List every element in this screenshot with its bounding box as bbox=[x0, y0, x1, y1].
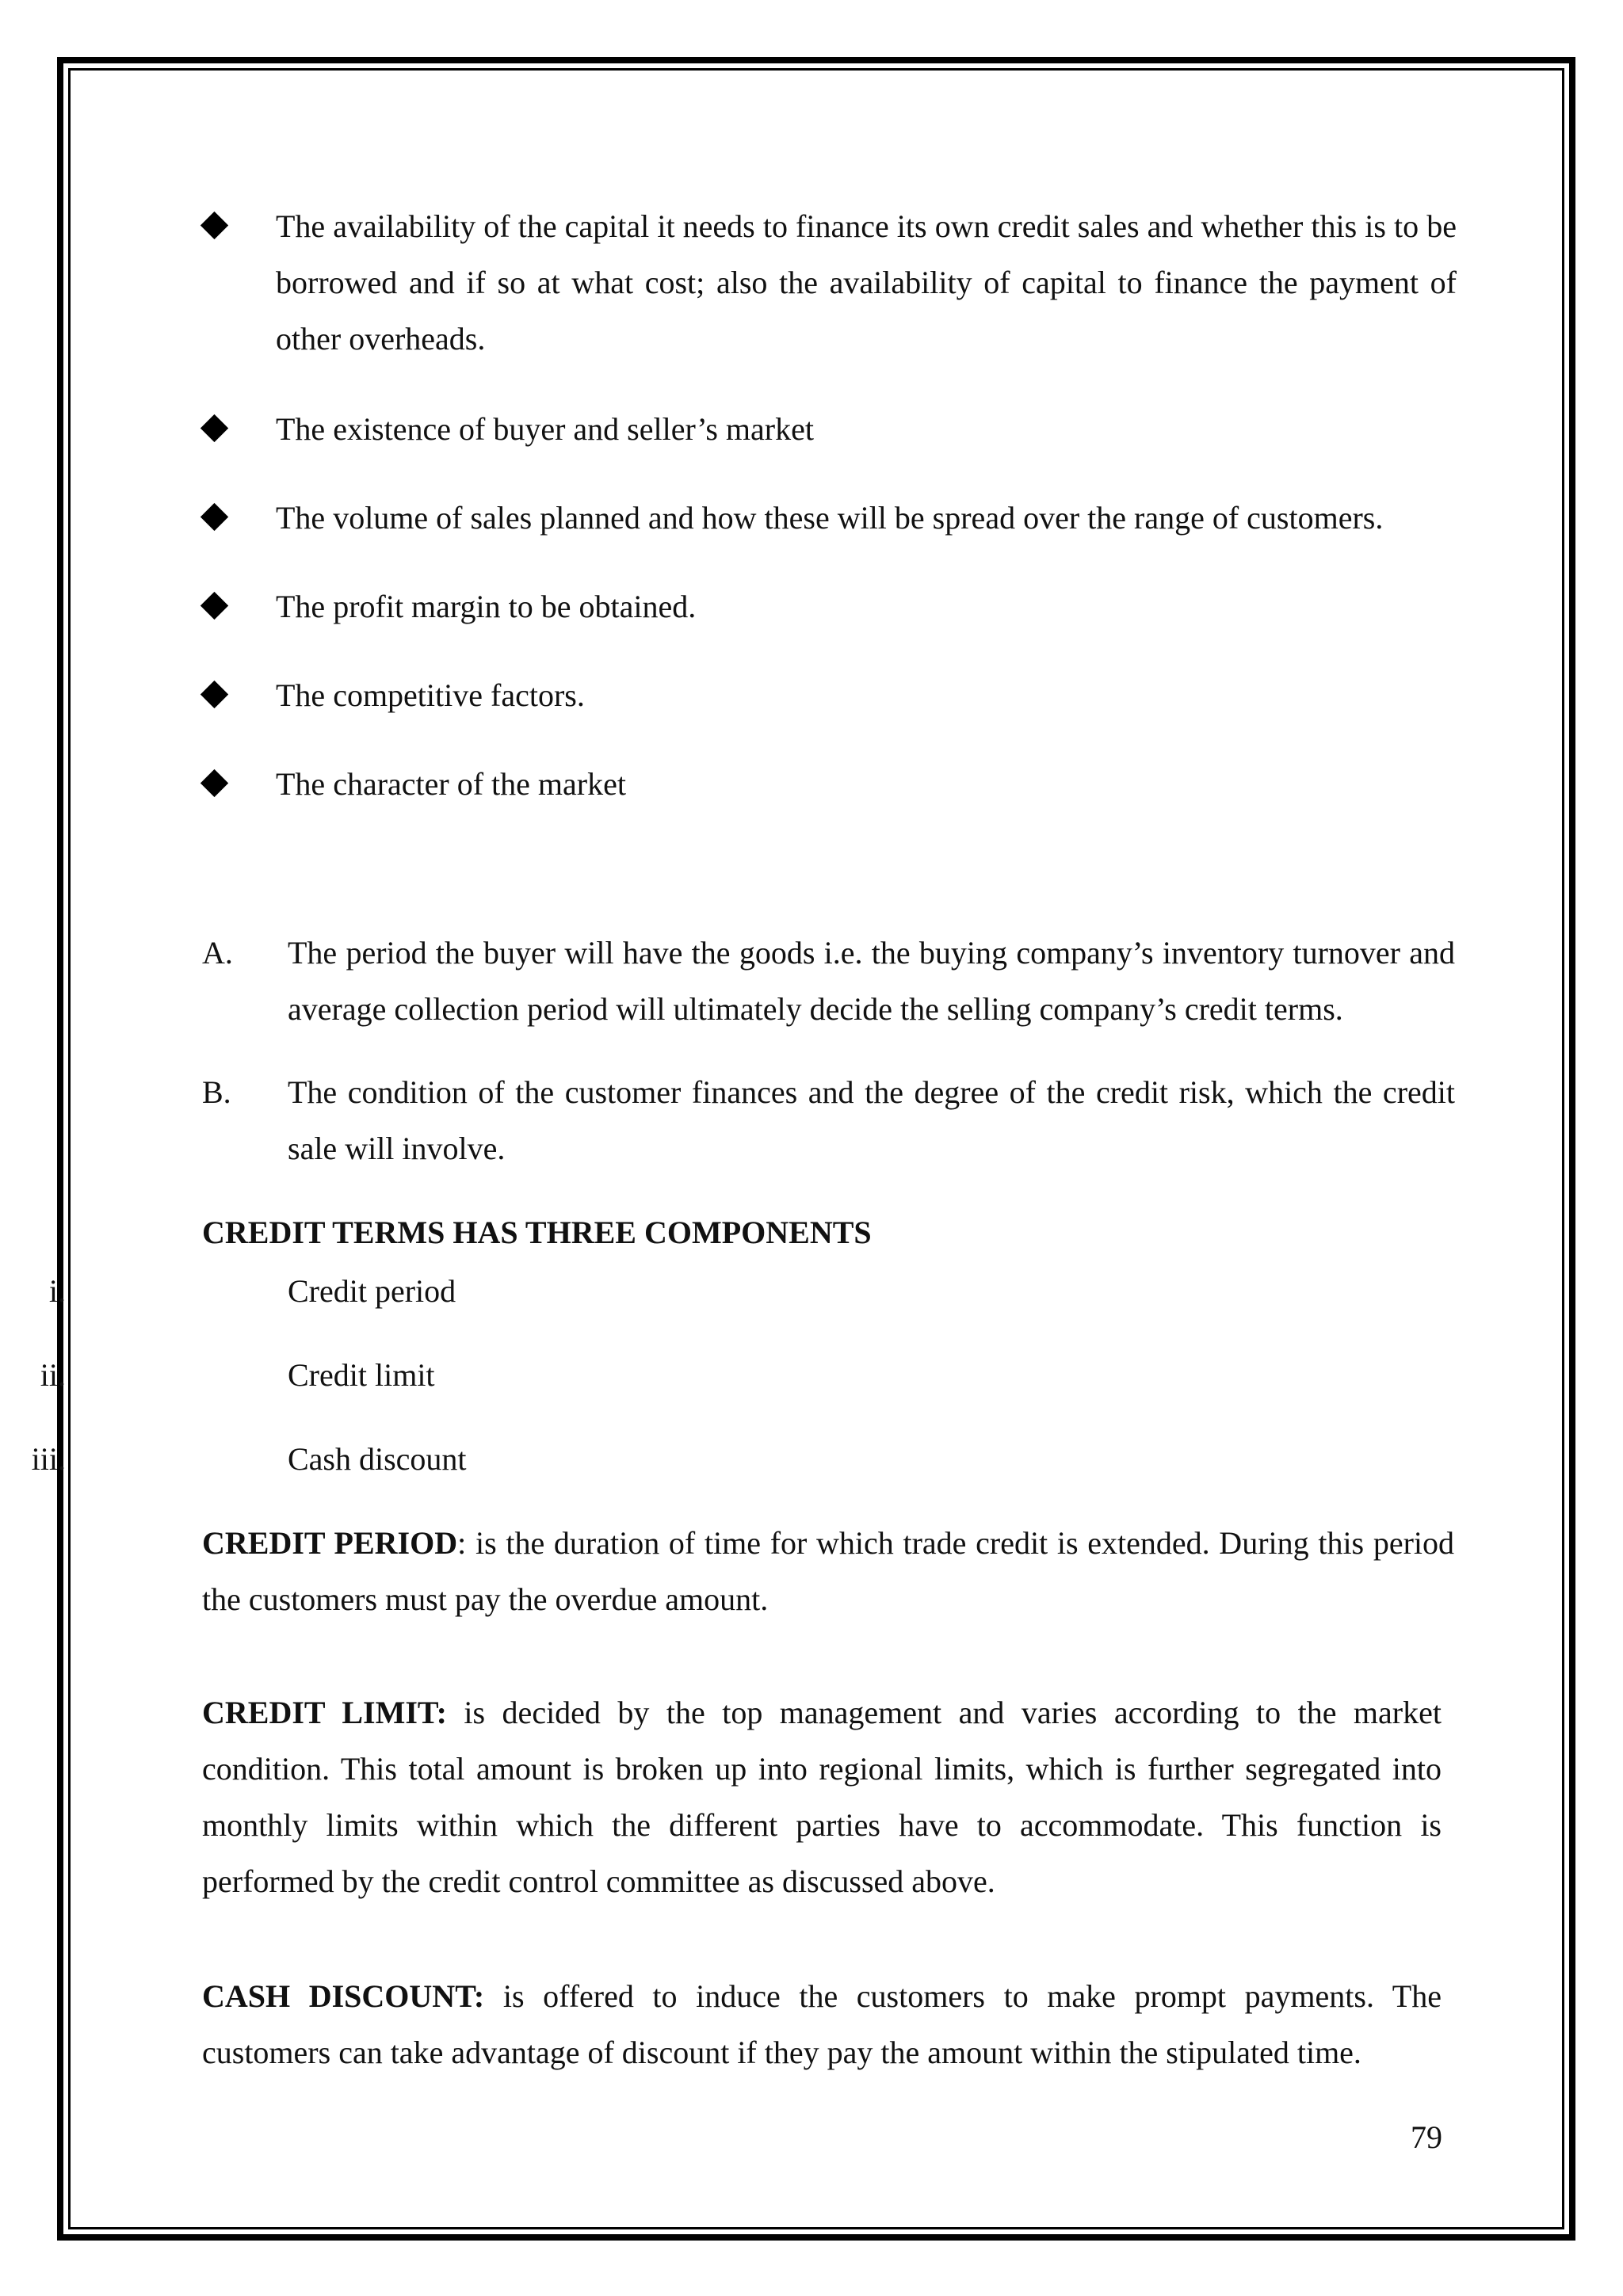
bullet-text: The availability of the capital it needs to finance its own credit sales and whether this is to be borrowed and if so at what cost; also the availability of capital to finance the payment of other overheads. bbox=[276, 208, 1457, 357]
item-text: Credit limit bbox=[288, 1357, 435, 1393]
bullet-item bbox=[204, 578, 1457, 635]
item-text: Credit period bbox=[288, 1273, 456, 1309]
diamond-bullet-icon bbox=[200, 592, 228, 620]
diamond-bullet-icon bbox=[200, 212, 228, 239]
term-definition: : is the duration of time for which trade credit is extended. During this period the customers must pay the overdue amount. bbox=[202, 1525, 1455, 1617]
section-heading: CREDIT TERMS HAS THREE COMPONENTS bbox=[202, 1215, 872, 1250]
item-text: The period the buyer will have the goods i.e. the buying company’s inventory turnover and average collection period will ultimately decide the selling company’s credit terms. bbox=[288, 935, 1455, 1027]
credit-period-paragraph bbox=[202, 1515, 1454, 1627]
diamond-bullet-icon bbox=[200, 414, 228, 442]
bullet-text: The competitive factors. bbox=[276, 677, 585, 713]
bullet-item bbox=[204, 667, 1457, 723]
item-number: iii. bbox=[31, 1441, 66, 1477]
page-number: 79 bbox=[1411, 2119, 1442, 2155]
item-letter: A. bbox=[202, 935, 233, 971]
credit-limit-paragraph bbox=[202, 1684, 1442, 1909]
cash-discount-paragraph bbox=[202, 1968, 1442, 2081]
item-number: i. bbox=[48, 1273, 66, 1309]
lettered-item bbox=[202, 925, 1454, 1037]
item-number: ii. bbox=[40, 1357, 66, 1393]
term-label: CREDIT LIMIT: bbox=[202, 1695, 447, 1730]
bullet-text: The volume of sales planned and how these will be spread over the range of customers. bbox=[276, 500, 1384, 536]
term-label: CASH DISCOUNT: bbox=[202, 1978, 485, 2014]
bullet-text: The profit margin to be obtained. bbox=[276, 589, 697, 624]
diamond-bullet-icon bbox=[200, 503, 228, 531]
bullet-item bbox=[204, 198, 1457, 367]
item-letter: B. bbox=[202, 1074, 231, 1110]
lettered-item bbox=[202, 1064, 1454, 1177]
bullet-text: The character of the market bbox=[276, 766, 626, 802]
item-text: The condition of the customer finances and the degree of the credit risk, which the credit sale will involve. bbox=[288, 1074, 1455, 1166]
term-definition: is offered to induce the customers to make prompt payments. The customers can take advantage of discount if they pay the amount within the stipulated time. bbox=[202, 1978, 1442, 2070]
bullet-text: The existence of buyer and seller’s market bbox=[276, 411, 814, 447]
diamond-bullet-icon bbox=[200, 681, 228, 708]
term-definition: is decided by the top management and varies according to the market condition. This total amount is broken up into regional limits, which is further segregated into monthly limits within which the different parties have to accommodate. This function is performed by the credit control committee as discussed above. bbox=[202, 1695, 1442, 1899]
bullet-item bbox=[204, 401, 1457, 457]
diamond-bullet-icon bbox=[200, 769, 228, 797]
term-label: CREDIT PERIOD bbox=[202, 1525, 458, 1561]
bullet-item bbox=[204, 490, 1457, 546]
bullet-item bbox=[204, 756, 1457, 812]
item-text: Cash discount bbox=[288, 1441, 467, 1477]
